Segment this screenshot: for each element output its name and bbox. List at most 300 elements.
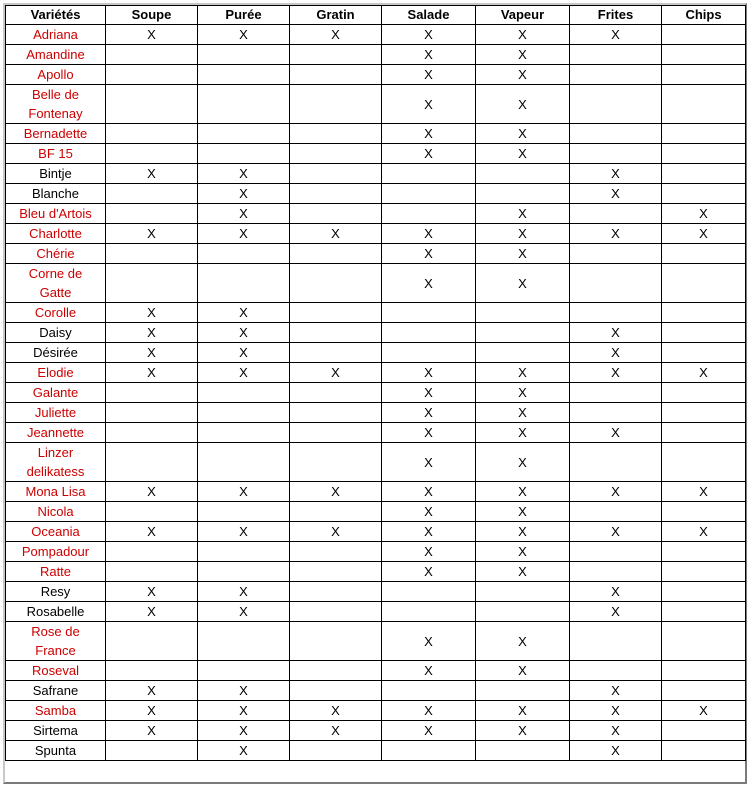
usage-cell-chips [662,383,746,403]
usage-cell-frites [570,502,662,522]
usage-cell-soupe [106,423,198,443]
variety-name: Nicola [6,502,106,522]
usage-cell-frites [570,443,662,482]
variety-name: Charlotte [6,224,106,244]
usage-cell-salade: X [382,443,476,482]
usage-cell-puree: X [198,482,290,502]
usage-cell-salade: X [382,721,476,741]
usage-cell-soupe [106,204,198,224]
usage-cell-frites [570,661,662,681]
variety-name: Apollo [6,65,106,85]
usage-cell-soupe [106,622,198,661]
usage-cell-vapeur [476,323,570,343]
usage-cell-salade [382,582,476,602]
usage-cell-soupe: X [106,303,198,323]
usage-cell-soupe: X [106,482,198,502]
usage-cell-gratin [290,204,382,224]
usage-cell-salade: X [382,264,476,303]
table-row [6,303,746,323]
usage-cell-soupe: X [106,224,198,244]
usage-cell-salade: X [382,363,476,383]
usage-cell-frites [570,562,662,582]
usage-cell-vapeur: X [476,204,570,224]
usage-cell-frites: X [570,164,662,184]
table-row [6,343,746,363]
usage-cell-vapeur: X [476,264,570,303]
usage-cell-salade [382,681,476,701]
usage-cell-vapeur: X [476,403,570,423]
usage-cell-chips [662,144,746,164]
usage-cell-gratin [290,343,382,363]
usage-cell-soupe: X [106,701,198,721]
usage-cell-puree [198,542,290,562]
usage-cell-gratin [290,264,382,303]
usage-cell-soupe: X [106,164,198,184]
usage-cell-salade [382,204,476,224]
usage-cell-chips [662,303,746,323]
usage-cell-puree [198,502,290,522]
variety-name: Jeannette [6,423,106,443]
usage-cell-frites [570,542,662,562]
variety-name: Rosabelle [6,602,106,622]
usage-cell-chips [662,602,746,622]
usage-cell-vapeur: X [476,522,570,542]
usage-cell-puree [198,85,290,124]
usage-cell-frites: X [570,602,662,622]
table-row [6,602,746,622]
usage-cell-gratin [290,582,382,602]
usage-cell-vapeur: X [476,661,570,681]
usage-cell-puree: X [198,741,290,761]
usage-cell-soupe [106,661,198,681]
usage-cell-chips [662,164,746,184]
usage-cell-vapeur: X [476,224,570,244]
usage-cell-vapeur: X [476,45,570,65]
usage-cell-frites [570,303,662,323]
variety-name: Roseval [6,661,106,681]
usage-cell-salade [382,602,476,622]
table-row [6,124,746,144]
usage-cell-vapeur: X [476,542,570,562]
usage-cell-frites [570,264,662,303]
usage-cell-gratin: X [290,224,382,244]
variety-name: Chérie [6,244,106,264]
usage-cell-frites: X [570,423,662,443]
usage-cell-soupe [106,264,198,303]
usage-cell-gratin [290,124,382,144]
table-row [6,65,746,85]
usage-cell-chips [662,721,746,741]
usage-cell-chips [662,403,746,423]
usage-cell-gratin: X [290,701,382,721]
header-cell-gratin: Gratin [290,6,382,25]
table-row [6,582,746,602]
table-row [6,25,746,45]
usage-cell-frites [570,65,662,85]
usage-cell-soupe [106,562,198,582]
table-row [6,323,746,343]
usage-cell-frites: X [570,582,662,602]
usage-cell-chips [662,542,746,562]
usage-cell-soupe [106,144,198,164]
usage-cell-frites: X [570,741,662,761]
usage-cell-puree [198,45,290,65]
usage-cell-vapeur: X [476,85,570,124]
table-row [6,622,746,661]
table-row [6,144,746,164]
usage-cell-puree: X [198,363,290,383]
usage-cell-soupe: X [106,343,198,363]
usage-cell-salade [382,741,476,761]
usage-cell-chips [662,661,746,681]
usage-cell-puree: X [198,164,290,184]
usage-cell-puree: X [198,522,290,542]
usage-cell-puree [198,661,290,681]
usage-cell-salade [382,343,476,363]
variety-name: Ratte [6,562,106,582]
usage-cell-frites [570,383,662,403]
usage-cell-soupe [106,502,198,522]
usage-cell-chips: X [662,482,746,502]
usage-cell-gratin [290,681,382,701]
usage-cell-gratin [290,303,382,323]
table-row [6,264,746,303]
variety-name: Oceania [6,522,106,542]
table-row [6,661,746,681]
usage-cell-soupe: X [106,323,198,343]
usage-cell-gratin [290,383,382,403]
usage-cell-frites [570,124,662,144]
usage-cell-frites: X [570,721,662,741]
table-row [6,681,746,701]
variety-name: Rose de France [6,622,106,661]
header-cell-puree: Purée [198,6,290,25]
usage-cell-frites: X [570,343,662,363]
table-row [6,45,746,65]
table-row [6,403,746,423]
usage-cell-soupe [106,741,198,761]
usage-cell-chips [662,343,746,363]
usage-cell-vapeur: X [476,383,570,403]
header-cell-frites: Frites [570,6,662,25]
usage-cell-frites: X [570,323,662,343]
usage-cell-chips: X [662,701,746,721]
table-row [6,224,746,244]
usage-cell-puree: X [198,681,290,701]
variety-name: Pompadour [6,542,106,562]
variety-name: Corne de Gatte [6,264,106,303]
header-cell-vapeur: Vapeur [476,6,570,25]
usage-cell-gratin [290,244,382,264]
usage-cell-salade: X [382,701,476,721]
usage-cell-salade: X [382,502,476,522]
usage-cell-soupe: X [106,522,198,542]
header-cell-varietes: Variétés [6,6,106,25]
usage-cell-frites [570,85,662,124]
usage-cell-chips [662,622,746,661]
usage-cell-gratin [290,622,382,661]
usage-cell-vapeur: X [476,622,570,661]
table-row [6,85,746,124]
usage-cell-gratin [290,45,382,65]
usage-cell-puree: X [198,343,290,363]
variety-name: Amandine [6,45,106,65]
usage-cell-frites [570,622,662,661]
usage-cell-salade: X [382,224,476,244]
usage-cell-puree: X [198,721,290,741]
usage-cell-gratin [290,443,382,482]
usage-cell-chips [662,681,746,701]
usage-cell-puree: X [198,224,290,244]
usage-cell-frites: X [570,363,662,383]
variety-name: Bleu d'Artois [6,204,106,224]
usage-cell-chips: X [662,204,746,224]
usage-cell-vapeur [476,184,570,204]
usage-cell-vapeur [476,602,570,622]
usage-cell-soupe [106,244,198,264]
table-body [6,25,746,761]
usage-cell-gratin [290,502,382,522]
usage-cell-vapeur [476,582,570,602]
variety-name: BF 15 [6,144,106,164]
usage-cell-gratin [290,85,382,124]
usage-cell-gratin [290,403,382,423]
usage-cell-frites [570,45,662,65]
usage-cell-puree [198,622,290,661]
table-frame [3,3,747,784]
usage-cell-chips [662,264,746,303]
usage-cell-puree [198,383,290,403]
variety-name: Linzer delikatess [6,443,106,482]
usage-cell-gratin [290,164,382,184]
usage-cell-puree [198,264,290,303]
usage-cell-puree: X [198,303,290,323]
usage-cell-gratin [290,741,382,761]
usage-cell-vapeur: X [476,721,570,741]
usage-cell-vapeur [476,741,570,761]
table-row [6,502,746,522]
table-row [6,482,746,502]
usage-cell-gratin [290,184,382,204]
usage-cell-chips [662,85,746,124]
usage-cell-chips [662,741,746,761]
table-row [6,701,746,721]
usage-cell-vapeur: X [476,124,570,144]
usage-cell-chips [662,25,746,45]
variety-name: Désirée [6,343,106,363]
usage-cell-puree [198,443,290,482]
usage-cell-gratin [290,144,382,164]
usage-cell-vapeur: X [476,562,570,582]
usage-cell-vapeur: X [476,701,570,721]
variety-name: Bintje [6,164,106,184]
usage-cell-vapeur: X [476,443,570,482]
usage-cell-salade [382,303,476,323]
usage-cell-soupe [106,45,198,65]
header-row [6,6,746,25]
usage-cell-vapeur: X [476,144,570,164]
usage-cell-soupe [106,184,198,204]
variety-name: Safrane [6,681,106,701]
usage-cell-vapeur: X [476,363,570,383]
usage-cell-puree: X [198,701,290,721]
usage-cell-chips [662,65,746,85]
usage-cell-gratin: X [290,363,382,383]
variety-name: Galante [6,383,106,403]
usage-cell-chips [662,443,746,482]
usage-cell-frites [570,204,662,224]
usage-cell-puree: X [198,582,290,602]
usage-cell-salade: X [382,144,476,164]
usage-cell-soupe [106,85,198,124]
potato-varieties-table [5,5,746,761]
usage-cell-gratin [290,562,382,582]
header-cell-salade: Salade [382,6,476,25]
usage-cell-chips [662,562,746,582]
table-row [6,522,746,542]
usage-cell-puree: X [198,25,290,45]
usage-cell-frites: X [570,522,662,542]
table-row [6,184,746,204]
usage-cell-gratin [290,661,382,681]
usage-cell-vapeur: X [476,65,570,85]
usage-cell-chips [662,244,746,264]
usage-cell-chips [662,502,746,522]
variety-name: Sirtema [6,721,106,741]
variety-name: Adriana [6,25,106,45]
usage-cell-soupe [106,443,198,482]
usage-cell-vapeur: X [476,423,570,443]
usage-cell-gratin [290,323,382,343]
usage-cell-salade [382,323,476,343]
usage-cell-salade [382,184,476,204]
usage-cell-vapeur [476,164,570,184]
table-row [6,363,746,383]
usage-cell-salade: X [382,85,476,124]
usage-cell-frites [570,144,662,164]
usage-cell-salade: X [382,482,476,502]
usage-cell-gratin [290,542,382,562]
usage-cell-chips [662,184,746,204]
usage-cell-puree: X [198,204,290,224]
usage-cell-vapeur [476,681,570,701]
table-row [6,721,746,741]
usage-cell-frites: X [570,224,662,244]
usage-cell-chips: X [662,224,746,244]
variety-name: Spunta [6,741,106,761]
usage-cell-salade: X [382,244,476,264]
usage-cell-frites: X [570,482,662,502]
usage-cell-puree [198,124,290,144]
variety-name: Samba [6,701,106,721]
usage-cell-chips [662,423,746,443]
table-row [6,383,746,403]
usage-cell-salade: X [382,403,476,423]
usage-cell-chips: X [662,522,746,542]
usage-cell-gratin [290,602,382,622]
usage-cell-puree: X [198,602,290,622]
table-row [6,204,746,224]
usage-cell-puree: X [198,184,290,204]
usage-cell-salade: X [382,65,476,85]
variety-name: Bernadette [6,124,106,144]
variety-name: Corolle [6,303,106,323]
usage-cell-frites: X [570,701,662,721]
variety-name: Blanche [6,184,106,204]
variety-name: Mona Lisa [6,482,106,502]
table-row [6,164,746,184]
usage-cell-vapeur [476,303,570,323]
usage-cell-soupe: X [106,602,198,622]
usage-cell-frites: X [570,681,662,701]
usage-cell-soupe [106,383,198,403]
usage-cell-gratin: X [290,522,382,542]
usage-cell-puree [198,244,290,264]
usage-cell-soupe [106,124,198,144]
usage-cell-soupe: X [106,25,198,45]
usage-cell-soupe: X [106,721,198,741]
usage-cell-salade [382,164,476,184]
usage-cell-vapeur: X [476,244,570,264]
usage-cell-soupe [106,65,198,85]
usage-cell-puree [198,144,290,164]
usage-cell-vapeur [476,343,570,363]
variety-name: Belle de Fontenay [6,85,106,124]
header-cell-soupe: Soupe [106,6,198,25]
usage-cell-salade: X [382,562,476,582]
variety-name: Resy [6,582,106,602]
usage-cell-frites: X [570,184,662,204]
usage-cell-salade: X [382,45,476,65]
usage-cell-salade: X [382,383,476,403]
variety-name: Elodie [6,363,106,383]
usage-cell-puree [198,65,290,85]
usage-cell-salade: X [382,622,476,661]
usage-cell-frites [570,244,662,264]
usage-cell-gratin: X [290,25,382,45]
usage-cell-puree: X [198,323,290,343]
usage-cell-puree [198,562,290,582]
usage-cell-puree [198,403,290,423]
usage-cell-chips [662,582,746,602]
usage-cell-soupe: X [106,582,198,602]
usage-cell-salade: X [382,522,476,542]
usage-cell-salade: X [382,25,476,45]
table-row [6,244,746,264]
table-row [6,562,746,582]
table-row [6,542,746,562]
header-cell-chips: Chips [662,6,746,25]
usage-cell-gratin [290,423,382,443]
usage-cell-frites: X [570,25,662,45]
usage-cell-soupe [106,542,198,562]
usage-cell-vapeur: X [476,502,570,522]
usage-cell-salade: X [382,542,476,562]
table-row [6,423,746,443]
usage-cell-frites [570,403,662,423]
usage-cell-gratin [290,65,382,85]
table-row [6,741,746,761]
usage-cell-chips [662,323,746,343]
usage-cell-gratin: X [290,482,382,502]
usage-cell-salade: X [382,124,476,144]
usage-cell-salade: X [382,423,476,443]
usage-cell-soupe: X [106,681,198,701]
usage-cell-vapeur: X [476,25,570,45]
usage-cell-soupe: X [106,363,198,383]
usage-cell-chips: X [662,363,746,383]
usage-cell-chips [662,124,746,144]
